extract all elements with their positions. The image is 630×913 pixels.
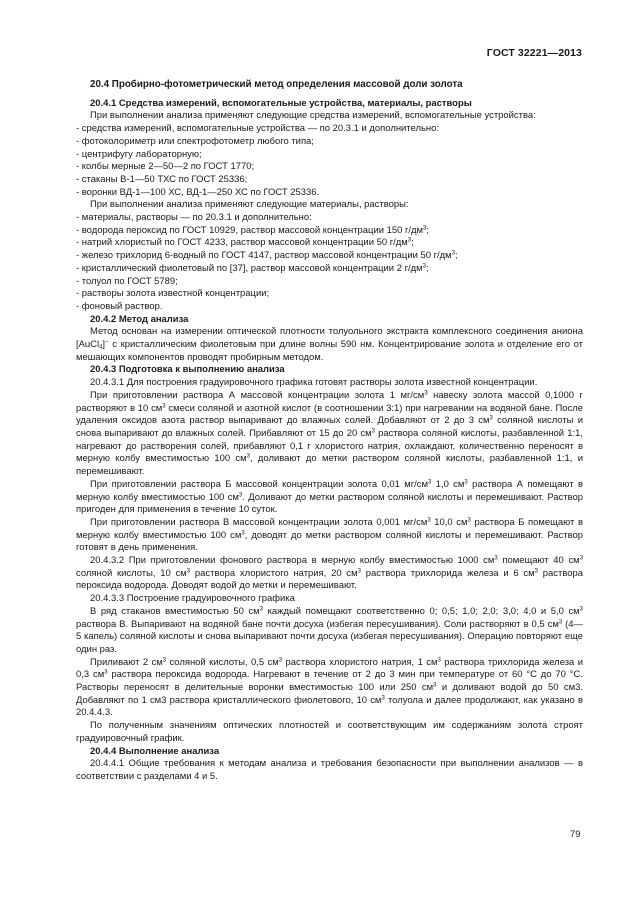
page-number: 79 bbox=[570, 829, 581, 840]
paragraph: При выполнении анализа применяют следующие материалы, растворы: bbox=[90, 199, 409, 211]
subsection-title-20-4-2: 20.4.2 Метод анализа bbox=[90, 313, 189, 325]
list-item: - толуол по ГОСТ 5789; bbox=[76, 275, 178, 287]
standard-number: ГОСТ 32221—2013 bbox=[486, 47, 582, 59]
paragraph: 20.4.3.3 Построение градуировочного графика bbox=[90, 593, 295, 605]
paragraph: 20.4.4.1 Общие требования к методам анализа и требования безопасности при выполнении анализов — в соответствии с разделами 4 и 5. bbox=[76, 758, 583, 782]
list-item: - фотоколориметр или спектрофотометр любого типа; bbox=[76, 135, 314, 147]
subsection-title-20-4-1: 20.4.1 Средства измерений, вспомогательные устройства, материалы, растворы bbox=[90, 97, 472, 109]
page-content bbox=[76, 79, 583, 784]
list-item: - фоновый раствор. bbox=[76, 300, 163, 312]
list-item: - натрий хлористый по ГОСТ 4233, раствор массовой концентрации 50 $г/дм^3$; bbox=[76, 237, 414, 249]
paragraph: При приготовлении раствора А массовой концентрации золота 1 $мг/см^3$ навеску золота массой 0,1000 г растворяют в 10 $см^3$ смеси соляной и азотной кислот (в соотношении 3:1) при нагревании на водяной бане. После удаления оксидов азота раствор выпаривают до влажных солей. Добавляют от 2 до 3 $см^3$ соляной кислоты и снова выпаривают до влажных солей. Прибавляют от 15 до 20 $см^3$ раствора соляной кислоты, разбавленной 1:1, нагревают до растворения солей, прибавляют 0,1 г хлористого натрия, охлаждают, количественно переносят в мерную колбу вместимостью 100 $см^3$, доливают до метки раствором соляной кислоты, разбавленной 1:1, и перемешивают. bbox=[76, 389, 583, 478]
list-item: - центрифугу лабораторную; bbox=[76, 148, 202, 160]
list-item: - кристаллический фиолетовый по [37], раствор массовой концентрации 2 $г/дм^3$; bbox=[76, 262, 429, 274]
list-item: - средства измерений, вспомогательные устройства — по 20.3.1 и дополнительно: bbox=[76, 123, 439, 135]
paragraph: При выполнении анализа применяют следующие средства измерений, вспомогательные устройства: bbox=[90, 110, 536, 122]
subsection-title-20-4-3: 20.4.3 Подготовка к выполнению анализа bbox=[90, 364, 285, 376]
paragraph: Метод основан на измерении оптической плотности толуольного экстракта комплексного соединения аниона [AuCl$_4$]− с кристаллическим фиолетовым при длине волны 590 нм. Концентрирование золота и отделение его от мешающих компонентов проводят пробирным методом. bbox=[76, 326, 583, 363]
list-item: - материалы, растворы — по 20.3.1 и дополнительно: bbox=[76, 212, 312, 224]
section-title: 20.4 Пробирно-фотометрический метод определения массовой доли золота bbox=[90, 79, 463, 90]
list-item: - железо трихлорид 6-водный по ГОСТ 4147, раствор массовой концентрации 50 $г/дм^3$; bbox=[76, 250, 458, 262]
paragraph: При приготовлении раствора В массовой концентрации золота 0,001 $мг/см^3$ 10,0 $см^3$ раствора Б помещают в мерную колбу вместимостью 100 $см^3$, доводят до метки раствором соляной кислоты и перемешивают. Раствор готовят в день применения. bbox=[76, 516, 583, 554]
paragraph: 20.4.3.2 При приготовлении фонового раствора в мерную колбу вместимостью 1000 $см^3$ помещают 40 $см^3$ соляной кислоты, 10 $см^3$ раствора хлористого натрия, 20 $см^3$ раствора трихлорида железа и 6 $см^3$ раствора пероксида водорода. Доводят водой до метки и перемешивают. bbox=[76, 555, 583, 592]
list-item: - водорода пероксид по ГОСТ 10929, раствор массовой концентрации 150 $г/дм^3$; bbox=[76, 224, 430, 236]
list-item: - стаканы В-1—50 ТХС по ГОСТ 25336; bbox=[76, 173, 248, 185]
list-item: - воронки ВД-1—100 ХС, ВД-1—250 ХС по ГОСТ 25336. bbox=[76, 186, 320, 198]
list-item: - растворы золота известной концентрации; bbox=[76, 288, 270, 300]
paragraph: Приливают 2 $см^3$ соляной кислоты, 0,5 $см^3$ раствора хлористого натрия, 1 $см^3$ раствора трихлорида железа и 0,3 $см^3$ раствора пероксида водорода. Нагревают в течение от 2 до 3 мин при температуре от 60 °С до 70 °С. Растворы переносят в делительные воронки вместимостью 100 или 250 $см^3$ и доливают водой до 50 см3. Добавляют по 1 см3 раствора кристаллического фиолетового, 10 $см^3$ толуола и далее продолжают, как указано в 20.4.4.3. bbox=[76, 656, 583, 719]
list-item: - колбы мерные 2—50—2 по ГОСТ 1770; bbox=[76, 161, 255, 173]
paragraph: В ряд стаканов вместимостью 50 $см^3$ каждый помещают соответственно 0; 0,5; 1,0; 2,0; 3,0; 4,0 и 5,0 $см^3$ раствора В. Выпаривают на водяной бане почти досуха (избегая пересушивания). Соли растворяют в 0,5 $см^3$ (4—5 капель) соляной кислоты и снова выпаривают почти досуха (избегая пересушивания). Операцию повторяют еще один раз. bbox=[76, 605, 584, 655]
paragraph: По полученным значениям оптических плотностей и соответствующим им содержаниям золота строят градуировочный график. bbox=[76, 720, 583, 744]
subsection-title-20-4-4: 20.4.4 Выполнение анализа bbox=[90, 745, 220, 757]
paragraph: При приготовлении раствора Б массовой концентрации золота 0,01 $мг/см^3$ 1,0 $см^3$ раствора А помещают в мерную колбу вместимостью 100 $см^3$. Доливают до метки раствором соляной кислоты и перемешивают. Раствор пригоден для применения в течение 10 суток. bbox=[76, 478, 583, 516]
paragraph: 20.4.3.1 Для построения градуировочного графика готовят растворы золота известной концентрации. bbox=[90, 377, 538, 389]
